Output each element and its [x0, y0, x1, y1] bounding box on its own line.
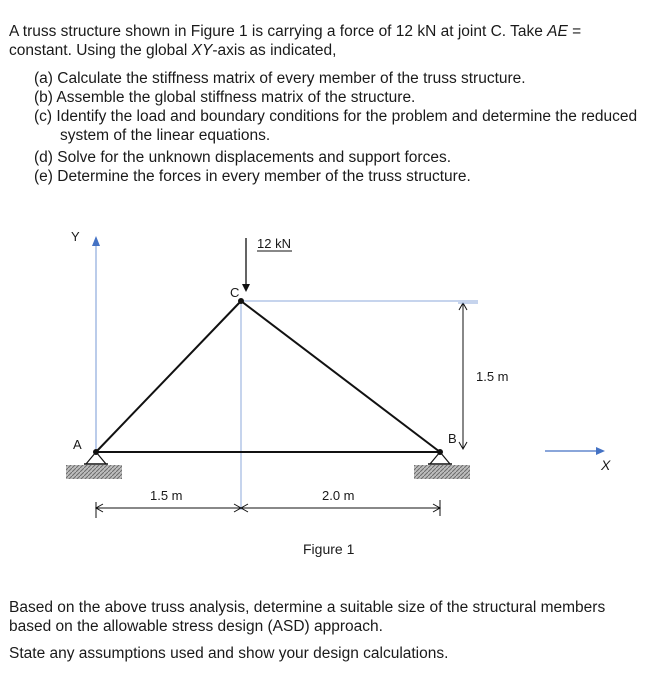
x-axis-arrowhead [596, 447, 605, 455]
y-axis-label: Y [71, 229, 80, 244]
followup-line-1: Based on the above truss analysis, determine a suitable size of the structural members [9, 599, 606, 616]
task-item-c-cont: system of the linear equations. [60, 127, 271, 144]
y-axis-arrowhead [92, 236, 100, 246]
task-item-c: (c) Identify the load and boundary conditions for the problem and determine the reduced [34, 108, 638, 125]
followup-line-3: State any assumptions used and show your design calculations. [9, 645, 449, 662]
member-cb [241, 301, 440, 452]
span-dimensions [96, 500, 440, 518]
height-dimension-label: 1.5 m [476, 369, 509, 384]
task-item-b: (b) Assemble the global stiffness matrix of the structure. [34, 89, 416, 106]
joint-c-label: C [230, 285, 240, 300]
right-span-label: 2.0 m [322, 488, 355, 503]
joint-b-label: B [448, 431, 457, 446]
intro-line-2: constant. Using the global XY-axis as indicated, [9, 42, 337, 59]
load-label: 12 kN [257, 236, 291, 251]
member-ac [96, 301, 241, 452]
task-item-e: (e) Determine the forces in every member of the truss structure. [34, 168, 471, 185]
left-span-label: 1.5 m [150, 488, 183, 503]
load-arrow [242, 238, 250, 292]
figure-caption: Figure 1 [303, 541, 355, 557]
support-a [66, 452, 122, 479]
joint-a-label: A [73, 437, 82, 452]
intro-line-1: A truss structure shown in Figure 1 is carrying a force of 12 kN at joint C. Take AE = [9, 23, 582, 40]
task-item-a: (a) Calculate the stiffness matrix of every member of the truss structure. [34, 70, 526, 87]
task-item-d: (d) Solve for the unknown displacements and support forces. [34, 149, 452, 166]
x-axis-label: X [601, 457, 611, 473]
followup-line-2: based on the allowable stress design (ASD) approach. [9, 618, 383, 635]
support-b [414, 452, 470, 479]
